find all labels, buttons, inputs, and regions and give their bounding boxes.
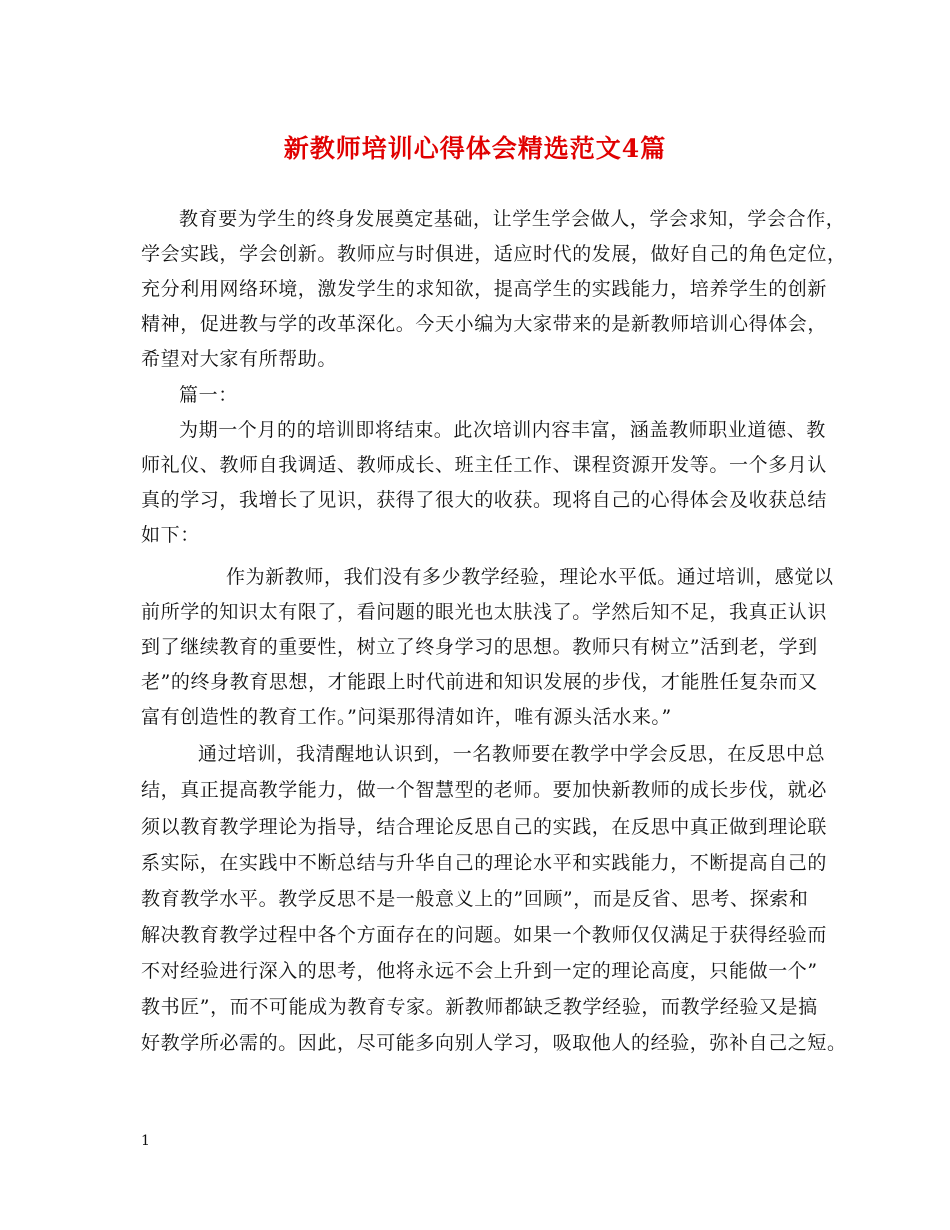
paragraph-line: 到了继续教育的重要性，树立了终身学习的思想。教师只有树立”活到老，学到	[141, 636, 818, 658]
paragraph-line: 充分利用网络环境，激发学生的求知欲，提高学生的实践能力，培养学生的创新	[141, 278, 828, 300]
paragraph-line: 不对经验进行深入的思考，他将永远不会上升到一定的理论高度，只能做一个”	[141, 960, 818, 982]
paragraph-line: 须以教育教学理论为指导，结合理论反思自己的实践，在反思中真正做到理论联	[141, 816, 828, 838]
paragraph-line: 教书匠”，而不可能成为教育专家。新教师都缺乏教学经验，而教学经验又是搞	[141, 996, 818, 1018]
paragraph-line: 为期一个月的的培训即将结束。此次培训内容丰富，涵盖教师职业道德、教	[179, 419, 826, 441]
page-number: 1	[141, 1133, 150, 1149]
paragraph-line: 如下：	[141, 524, 200, 546]
paragraph-line: 学会实践，学会创新。教师应与时俱进，适应时代的发展，做好自己的角色定位，	[141, 243, 847, 265]
paragraph-line: 富有创造性的教育工作。”问渠那得清如许，唯有源头活水来。”	[141, 706, 672, 728]
paragraph-line: 作为新教师，我们没有多少教学经验，理论水平低。通过培训，感觉以	[226, 566, 834, 588]
paragraph-line: 老”的终身教育思想，才能跟上时代前进和知识发展的步伐，才能胜任复杂而又	[141, 671, 818, 693]
paragraph-line: 解决教育教学过程中各个方面存在的问题。如果一个教师仅仅满足于获得经验而	[141, 924, 828, 946]
paragraph-line: 通过培训，我清醒地认识到，一名教师要在教学中学会反思，在反思中总	[198, 743, 826, 765]
paragraph-line: 希望对大家有所帮助。	[141, 348, 338, 370]
paragraph-line: 好教学所必需的。因此，尽可能多向别人学习，吸取他人的经验，弥补自己之短。	[141, 1032, 847, 1054]
paragraph-line: 精神，促进教与学的改革深化。今天小编为大家带来的是新教师培训心得体会，	[141, 313, 828, 335]
paragraph-line: 结，真正提高教学能力，做一个智慧型的老师。要加快新教师的成长步伐，就必	[141, 779, 828, 801]
paragraph-line: 教育要为学生的终身发展奠定基础，让学生学会做人，学会求知，学会合作，	[179, 208, 846, 230]
paragraph-line: 师礼仪、教师自我调适、教师成长、班主任工作、课程资源开发等。一个多月认	[141, 454, 828, 476]
paragraph-line: 前所学的知识太有限了，看问题的眼光也太肤浅了。学然后知不足，我真正认识	[141, 601, 828, 623]
document-title: 新教师培训心得体会精选范文4篇	[283, 134, 667, 163]
paragraph-line: 真的学习，我增长了见识，获得了很大的收获。现将自己的心得体会及收获总结	[141, 489, 828, 511]
section-heading: 篇一：	[179, 384, 238, 406]
paragraph-line: 教育教学水平。教学反思不是一般意义上的”回顾”，而是反省、思考、探索和	[141, 888, 809, 910]
paragraph-line: 系实际，在实践中不断总结与升华自己的理论水平和实践能力，不断提高自己的	[141, 852, 828, 874]
